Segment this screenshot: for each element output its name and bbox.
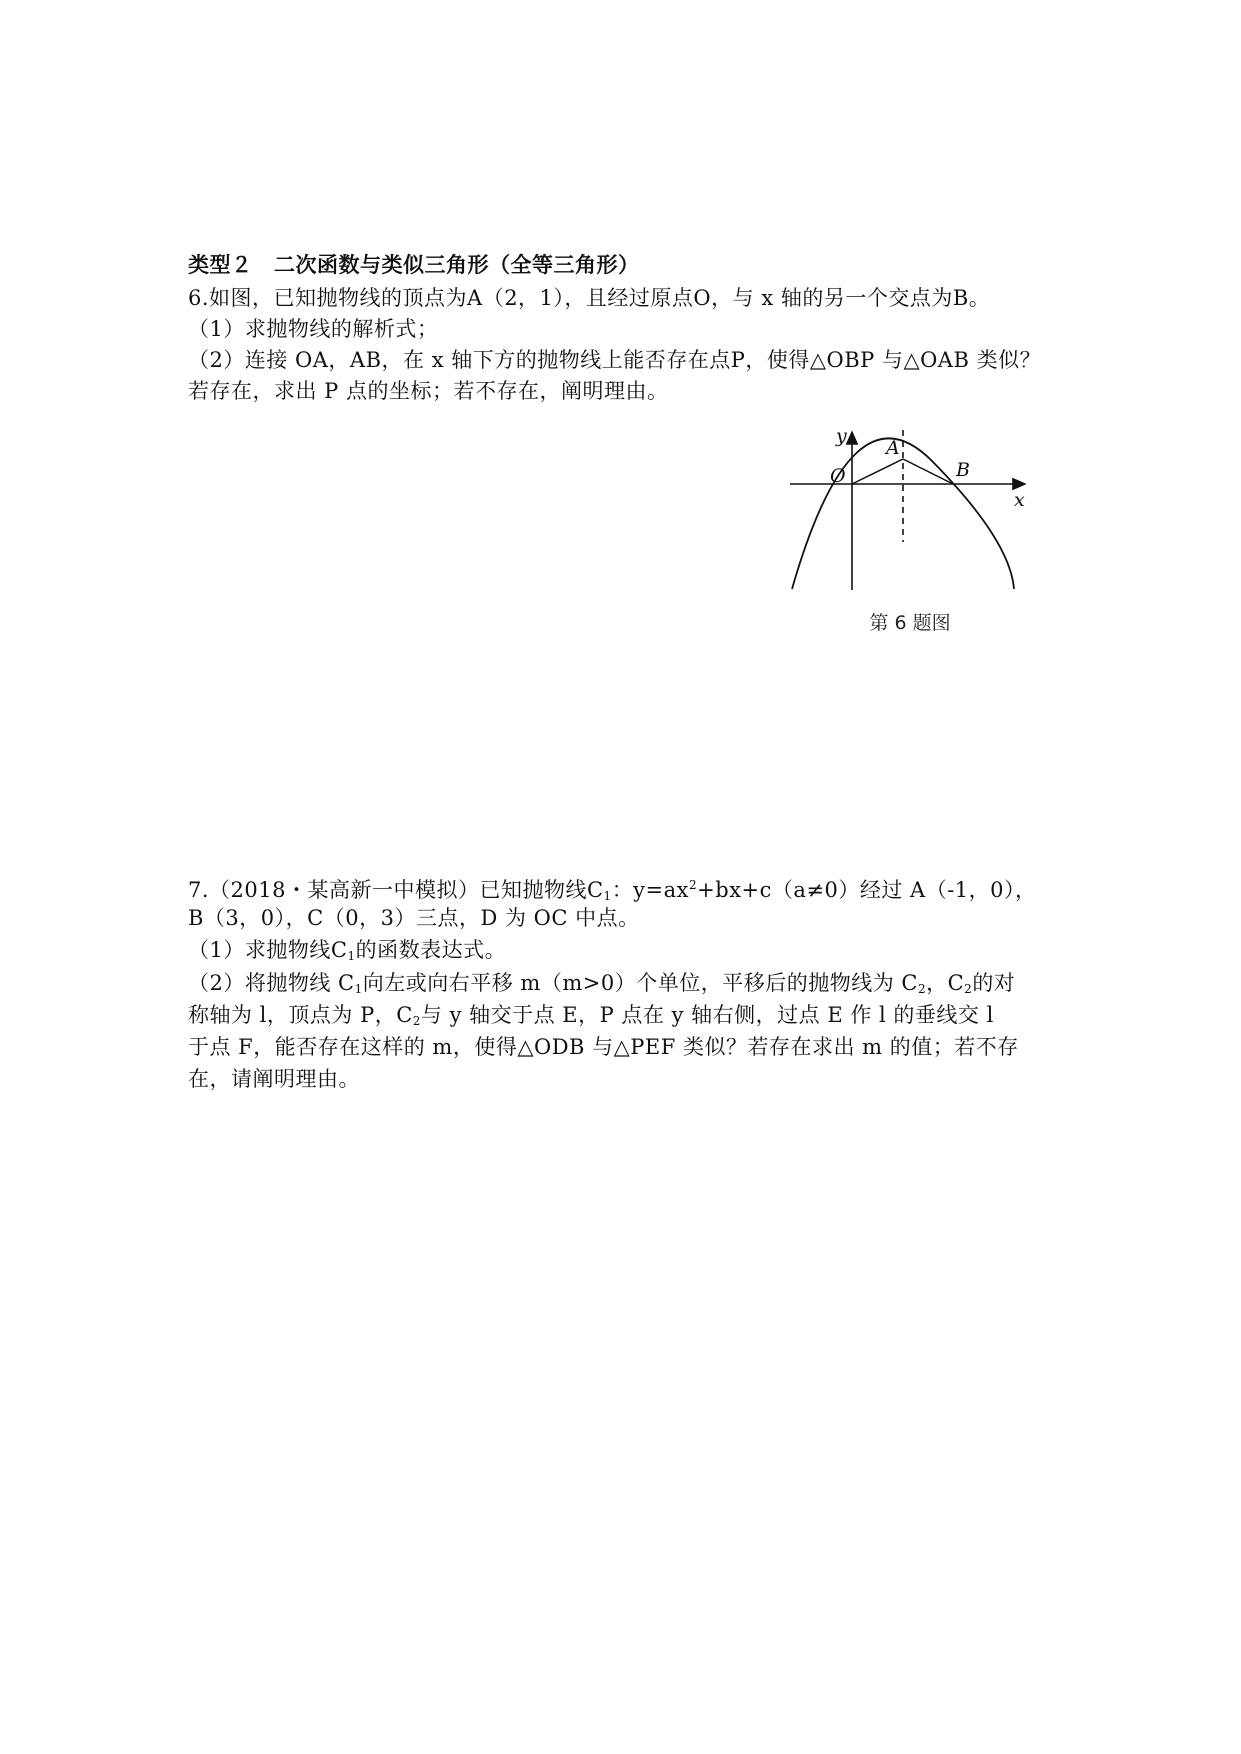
- q7-line6: 于点 F，能否存在这样的 m，使得△ODB 与△PEF 类似？若存在求出 m 的值；若不存: [188, 1035, 1019, 1059]
- q7-line1-b: ：y=ax: [611, 878, 690, 902]
- q7-line4-d: 的对: [972, 971, 1016, 995]
- q6-part2-line2: 若存在，求出 P 点的坐标；若不存在，阐明理由。: [188, 379, 669, 403]
- q7-line4: [188, 968, 1015, 1004]
- label-x: x: [1014, 489, 1025, 511]
- q7-line1-sub: 1: [603, 889, 612, 903]
- q7-line5: [188, 1000, 994, 1036]
- label-o: O: [830, 465, 846, 487]
- q7-line3: [188, 935, 506, 971]
- q7-line4-c: ，C: [926, 971, 965, 995]
- q6-part1: （1）求抛物线的解析式；: [188, 317, 439, 341]
- label-y: y: [836, 425, 847, 447]
- q6-part2-line1: （2）连接 OA，AB，在 x 轴下方的抛物线上能否存在点P，使得△OBP 与△OAB 类似？: [188, 348, 1042, 372]
- q6-stem: 6.如图，已知抛物线的顶点为A（2，1），且经过原点O，与 x 轴的另一个交点为B。: [188, 286, 991, 310]
- label-b: B: [956, 459, 970, 481]
- q7-line1-sup: 2: [689, 878, 698, 892]
- q7-line7: 在，请阐明理由。: [188, 1067, 360, 1091]
- q7-line3-b: 的函数表达式。: [355, 938, 507, 962]
- q7-line4-sub3: 2: [964, 982, 973, 996]
- parabola-diagram: [780, 420, 1040, 610]
- q7-line5-a: 称轴为 l，顶点为 P，C: [188, 1003, 413, 1027]
- parabola-curve: [792, 438, 1014, 589]
- q7-line4-a: （2）将抛物线 C: [188, 971, 355, 995]
- q6-figure: [780, 420, 1040, 650]
- q7-line3-a: （1）求抛物线C: [188, 938, 348, 962]
- label-a: A: [886, 437, 900, 459]
- q7-line4-b: 向左或向右平移 m（m>0）个单位，平移后的抛物线为 C: [362, 971, 918, 995]
- q7-line4-sub2: 2: [917, 982, 927, 996]
- segment-ab: [903, 459, 953, 484]
- q7-line2: B（3，0），C（0，3）三点，D 为 OC 中点。: [188, 906, 640, 930]
- q7-line1-a: 7.（2018・某高新一中模拟）已知抛物线C: [188, 878, 604, 902]
- q7-line1-c: +bx+c（a≠0）经过 A（-1，0），: [697, 878, 1037, 902]
- figure-caption: 第 6 题图: [869, 612, 951, 634]
- q7-line3-sub: 1: [347, 949, 356, 963]
- q7-line5-b: 与 y 轴交于点 E，P 点在 y 轴右侧，过点 E 作 l 的垂线交 l: [420, 1003, 994, 1027]
- section-title: 类型２ 二次函数与类似三角形（全等三角形）: [188, 253, 640, 277]
- q7-line4-sub1: 1: [354, 982, 363, 996]
- segment-oa: [852, 459, 903, 484]
- q7-line5-sub: 2: [412, 1014, 421, 1028]
